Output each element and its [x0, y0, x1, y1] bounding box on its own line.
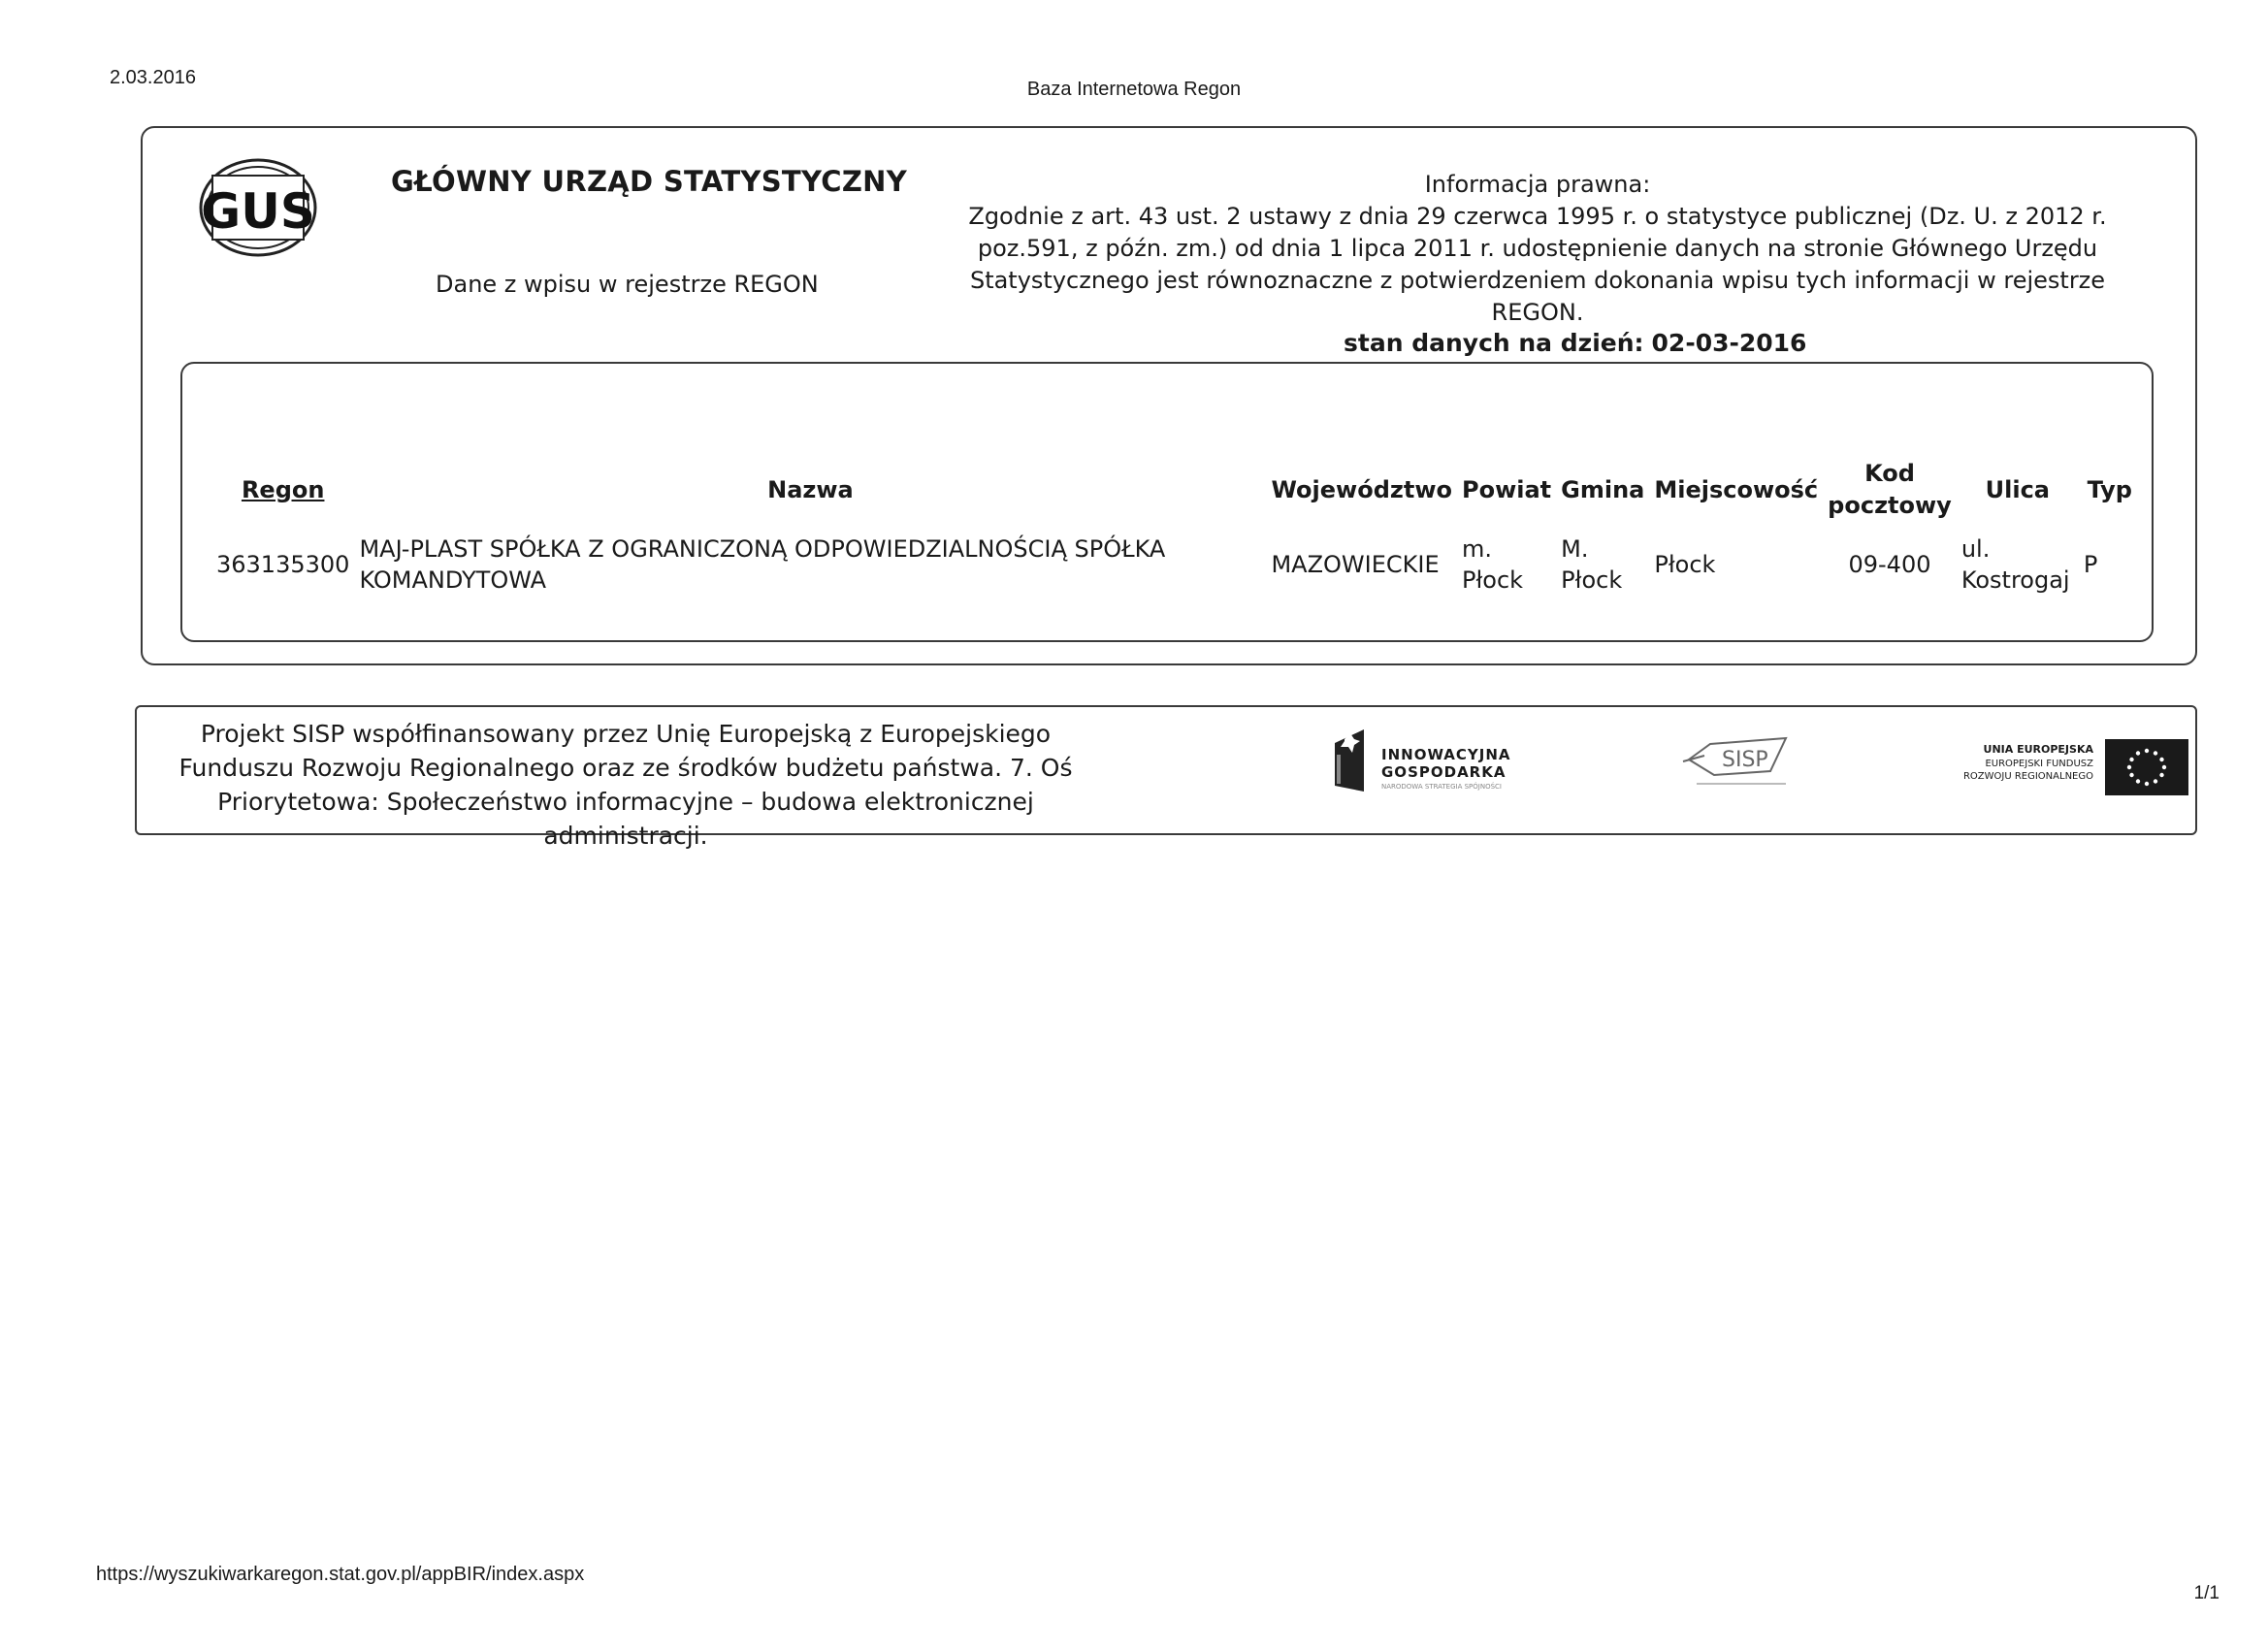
table-row [211, 528, 2141, 601]
cell-powiat: m. Płock [1462, 535, 1524, 594]
results-table [211, 452, 2141, 601]
logo-ig-line2: GOSPODARKA [1381, 763, 1507, 781]
page-subtitle: Dane z wpisu w rejestrze REGON [436, 271, 819, 298]
header-ulica: Ulica [1985, 475, 2050, 503]
header-powiat: Powiat [1462, 475, 1552, 503]
cell-ulica: ul. Kostrogaj [1960, 535, 2070, 594]
data-date [1344, 329, 1806, 357]
header-wojewodztwo: Województwo [1271, 475, 1452, 503]
header-typ: Typ [2087, 475, 2132, 503]
eu-flag-icon [2105, 739, 2188, 795]
cell-wojewodztwo: MAZOWIECKIE [1271, 551, 1440, 578]
gus-logo [199, 158, 317, 257]
print-url: https://wyszukiwarkaregon.stat.gov.pl/appBIR/index.aspx [96, 1564, 585, 1585]
agency-name: GŁÓWNY URZĄD STATYSTYCZNY [391, 165, 908, 198]
sisp-logo [1681, 732, 1802, 791]
header-kod-pocztowy: Kod pocztowy [1828, 460, 1952, 519]
eu-logo-line1: UNIA EUROPEJSKA [1983, 743, 2093, 756]
funding-text: Projekt SISP współfinansowany przez Unię Europejską z Europejskiego Funduszu Rozwoju Regionalnego oraz ze środków budżetu państwa. 7. Oś Priorytetowa: Społeczeństwo informacyjne – budowa elektronicznej administracji. [178, 720, 1073, 850]
data-date-label: stan danych na dzień: [1344, 329, 1644, 357]
gus-logo-text: GUS [201, 183, 315, 240]
header-gmina: Gmina [1561, 475, 1645, 503]
print-page-number: 1/1 [2193, 1583, 2219, 1603]
header-miejscowosc: Miejscowość [1654, 475, 1819, 503]
cell-kod-pocztowy: 09-400 [1848, 551, 1931, 578]
innowacyjna-gospodarka-mark-icon [1331, 729, 1366, 792]
header-nazwa: Nazwa [767, 475, 854, 503]
print-date: 2.03.2016 [110, 67, 196, 88]
logo-ig-line1: INNOWACYJNA [1381, 746, 1511, 763]
logo-ig-line3: NARODOWA STRATEGIA SPÓJNOŚCI [1381, 783, 1502, 791]
legal-heading: Informacja prawna: [1424, 171, 1651, 198]
print-title: Baza Internetowa Regon [1026, 79, 1242, 100]
cell-miejscowosc: Płock [1654, 551, 1716, 578]
eu-logo-line2: EUROPEJSKI FUNDUSZ [1985, 759, 2093, 769]
cell-regon: 363135300 [216, 551, 350, 578]
cell-gmina: M. Płock [1561, 535, 1623, 594]
cell-nazwa: MAJ-PLAST SPÓŁKA Z OGRANICZONĄ ODPOWIEDZIALNOŚCIĄ SPÓŁKA KOMANDYTOWA [359, 535, 1166, 594]
cell-typ: P [2083, 551, 2098, 578]
sisp-logo-text: SISP [1722, 748, 1768, 772]
header-regon[interactable]: Regon [241, 475, 325, 503]
legal-notice [931, 169, 2144, 329]
data-date-value: 02-03-2016 [1651, 329, 1807, 357]
legal-text: Zgodnie z art. 43 ust. 2 ustawy z dnia 29 czerwca 1995 r. o statystyce publicznej (Dz. U. z 2012 r. poz.591, z późn. zm.) od dnia 1 lipca 2011 r. udostępnienie danych na stronie Głównego Urzędu Statystycznego jest równoznaczne z potwierdzeniem dokonania wpisu tych informacji w rejestrze REGON. [968, 203, 2107, 326]
eu-logo-line3: ROZWOJU REGIONALNEGO [1962, 771, 2093, 782]
table-header-row [211, 452, 2141, 528]
